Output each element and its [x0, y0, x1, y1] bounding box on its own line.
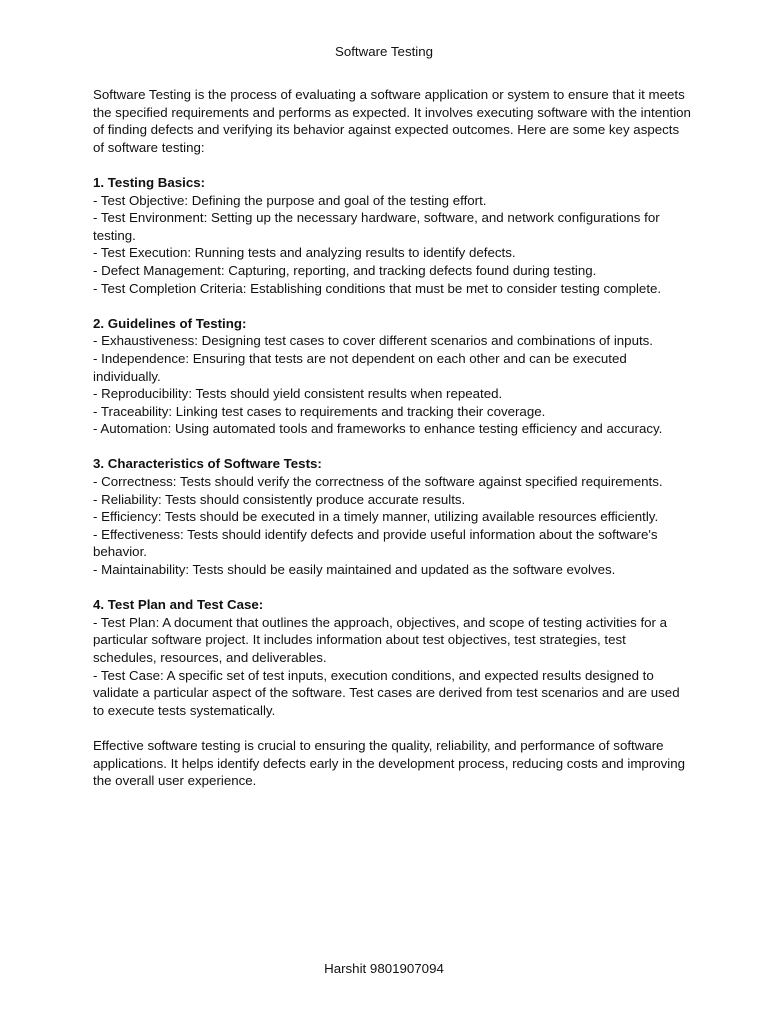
list-item: - Reproducibility: Tests should yield consistent results when repeated.	[93, 386, 503, 402]
section-heading: 4. Test Plan and Test Case:	[93, 597, 264, 613]
list-item: - Test Plan: A document that outlines the approach, objectives, and scope of testing activities for a particular software project. It includes information about test objectives, test strategies, test schedules, resources, and deliverables.	[93, 614, 668, 665]
list-item: - Defect Management: Capturing, reporting, and tracking defects found during testing.	[93, 262, 597, 278]
intro-paragraph: Software Testing is the process of evaluating a software application or system to ensure that it meets the specified requirements and performs as expected. It involves executing software with the intention of finding defects and verifying its behavior against expected outcomes. Here are some key aspects of software testing:	[93, 87, 691, 155]
list-item: - Effectiveness: Tests should identify defects and provide useful information about the software's behavior.	[93, 526, 658, 560]
list-item: - Test Execution: Running tests and analyzing results to identify defects.	[93, 245, 516, 261]
list-item: - Traceability: Linking test cases to requirements and tracking their coverage.	[93, 403, 546, 419]
section-characteristics	[93, 455, 693, 578]
list-item: - Independence: Ensuring that tests are not dependent on each other and can be executed individually.	[93, 350, 627, 384]
list-item: - Reliability: Tests should consistently produce accurate results.	[93, 491, 466, 507]
conclusion-paragraph: Effective software testing is crucial to ensuring the quality, reliability, and performance of software applications. It helps identify defects early in the development process, reducing costs and improving the overall user experience.	[93, 737, 686, 789]
section-heading: 1. Testing Basics:	[93, 174, 206, 190]
list-item: - Test Completion Criteria: Establishing conditions that must be met to consider testing complete.	[93, 280, 662, 296]
section-guidelines-of-testing	[93, 315, 693, 438]
section-heading: 3. Characteristics of Software Tests:	[93, 456, 322, 472]
page-footer: Harshit 9801907094	[324, 961, 444, 976]
section-testing-basics	[93, 174, 693, 297]
list-item: - Test Environment: Setting up the necessary hardware, software, and network configurations for testing.	[93, 210, 660, 243]
list-item: - Efficiency: Tests should be executed in a timely manner, utilizing available resources efficiently.	[93, 509, 659, 525]
list-item: - Maintainability: Tests should be easily maintained and updated as the software evolves.	[93, 562, 616, 578]
list-item: - Automation: Using automated tools and frameworks to enhance testing efficiency and accuracy.	[93, 421, 663, 437]
list-item: - Exhaustiveness: Designing test cases to cover different scenarios and combinations of inputs.	[93, 333, 654, 349]
section-heading: 2. Guidelines of Testing:	[93, 315, 247, 331]
list-item: - Correctness: Tests should verify the correctness of the software against specified requirements.	[93, 474, 663, 490]
section-test-plan-and-case	[93, 596, 693, 719]
list-item: - Test Case: A specific set of test inputs, execution conditions, and expected results designed to validate a particular aspect of the software. Test cases are derived from test scenarios and are used to execute tests systematically.	[93, 667, 680, 718]
page-title: Software Testing	[334, 44, 434, 59]
list-item: - Test Objective: Defining the purpose and goal of the testing effort.	[93, 192, 487, 208]
document-body	[93, 86, 693, 790]
